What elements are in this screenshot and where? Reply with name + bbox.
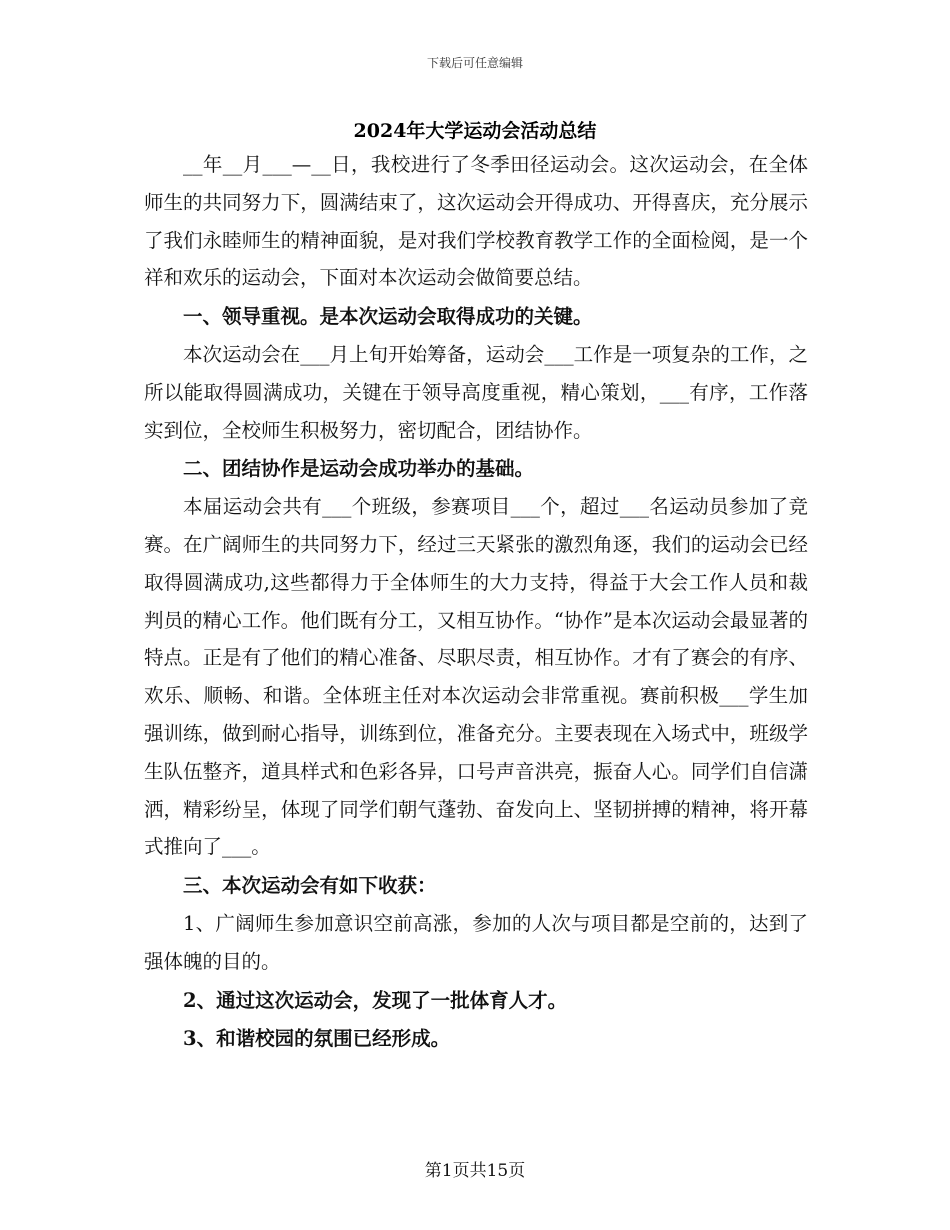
gain-item-2: 2、通过这次运动会，发现了一批体育人才。	[183, 988, 568, 1012]
header-note: 下载后可任意编辑	[426, 56, 523, 70]
section-1-paragraph: 本次运动会在___月上旬开始筹备，运动会___工作是一项复杂的工作，之所以能取得圆满成功，关键在于领导高度重视，精心策划，___有序，工作落实到位，全校师生积极努力，密切配合，团结协作。	[144, 342, 808, 442]
gain-item-1: 1、广阔师生参加意识空前高涨，参加的人次与项目都是空前的，达到了强体魄的目的。	[144, 911, 808, 973]
section-heading-1: 一、领导重视。是本次运动会取得成功的关键。	[183, 305, 593, 329]
document-body	[144, 146, 808, 1058]
document-title: 2024年大学运动会活动总结	[353, 120, 597, 142]
page-footer: 第1页共15页	[424, 1161, 526, 1181]
section-heading-2: 二、团结协作是运动会成功举办的基础。	[183, 457, 535, 481]
section-2-paragraph: 本届运动会共有___个班级，参赛项目___个，超过___名运动员参加了竞赛。在广阔师生的共同努力下，经过三天紧张的激烈角逐，我们的运动会已经取得圆满成功,这些都得力于全体师生的大力支持，得益于大会工作人员和裁判员的精心工作。他们既有分工，又相互协作。“协作”是本次运动会最显著的特点。正是有了他们的精心准备、尽职尽责，相互协作。才有了赛会的有序、欢乐、顺畅、和谐。全体班主任对本次运动会非常重视。赛前积极___学生加强训练，做到耐心指导，训练到位，准备充分。主要表现在入场式中，班级学生队伍整齐，道具样式和色彩各异，口号声音洪亮，振奋人心。同学们自信潇洒，精彩纷呈，体现了同学们朝气蓬勃、奋发向上、坚韧拼搏的精神，将开幕式推向了___。	[144, 495, 808, 859]
section-heading-3: 三、本次运动会有如下收获：	[183, 874, 437, 898]
intro-paragraph: __年__月___—__日，我校进行了冬季田径运动会。这次运动会，在全体师生的共同努力下，圆满结束了，这次运动会开得成功、开得喜庆，充分展示了我们永睦师生的精神面貌，是对我们学校教育教学工作的全面检阅，是一个祥和欢乐的运动会，下面对本次运动会做简要总结。	[144, 153, 808, 290]
gain-item-3: 3、和谐校园的氛围已经形成。	[183, 1027, 451, 1051]
